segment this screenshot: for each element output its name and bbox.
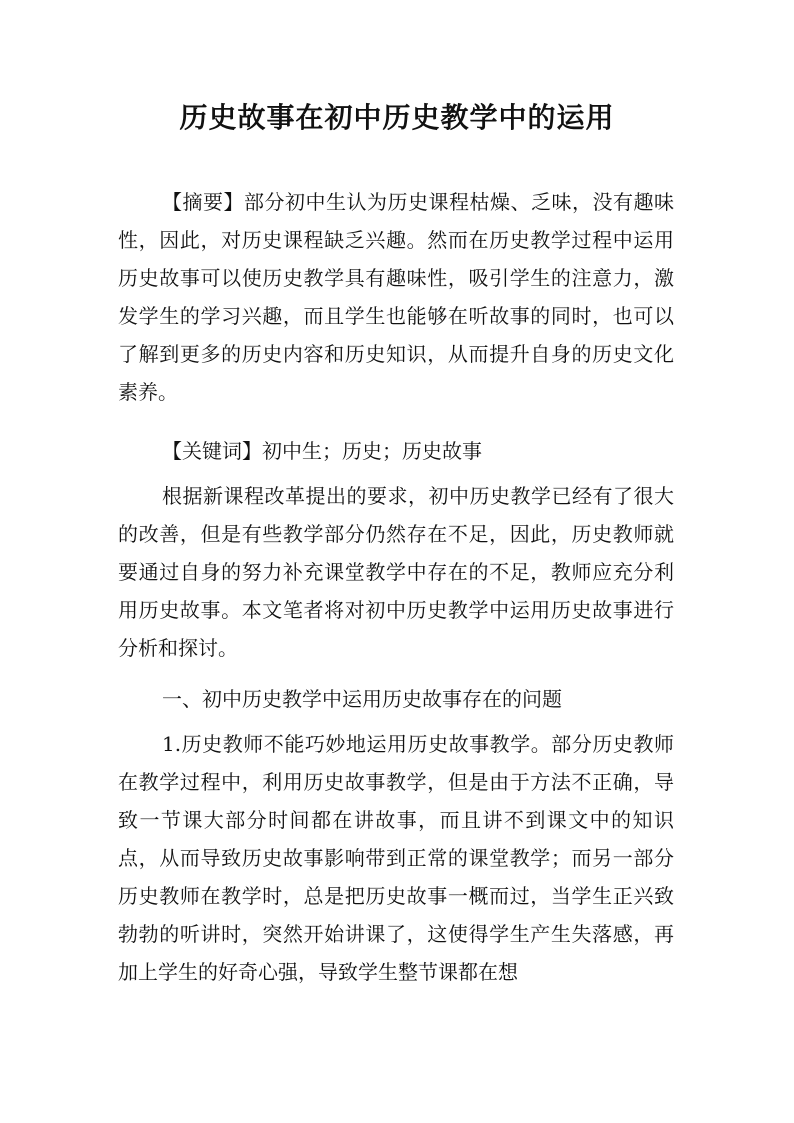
- document-title: 历史故事在初中历史教学中的运用: [179, 101, 615, 134]
- intro-paragraph: 根据新课程改革提出的要求，初中历史教学已经有了很大的改善，但是有些教学部分仍然存在不足，因此，历史教师就要通过自身的努力补充课堂教学中存在的不足，教师应充分利用历史故事。本文笔者将对初中历史教学中运用历史故事进行分析和探讨。: [118, 484, 674, 660]
- abstract-paragraph: 【摘要】部分初中生认为历史课程枯燥、乏味，没有趣味性，因此，对历史课程缺乏兴趣。然而在历史教学过程中运用历史故事可以使历史教学具有趣味性，吸引学生的注意力，激发学生的学习兴趣，而且学生也能够在听故事的同时，也可以了解到更多的历史内容和历史知识，从而提升自身的历史文化素养。: [118, 190, 674, 404]
- body-paragraph: 1.历史教师不能巧妙地运用历史故事教学。部分历史教师在教学过程中，利用历史故事教学，但是由于方法不正确，导致一节课大部分时间都在讲故事，而且讲不到课文中的知识点，从而导致历史故事影响带到正常的课堂教学；而另一部分历史教师在教学时，总是把历史故事一概而过，当学生正兴致勃勃的听讲时，突然开始讲课了，这使得学生产生失落感，再加上学生的好奇心强，导致学生整节课都在想: [118, 732, 674, 984]
- section-heading: 一、初中历史教学中运用历史故事存在的问题: [162, 687, 562, 711]
- keywords-paragraph: 【关键词】初中生；历史；历史故事: [162, 439, 482, 463]
